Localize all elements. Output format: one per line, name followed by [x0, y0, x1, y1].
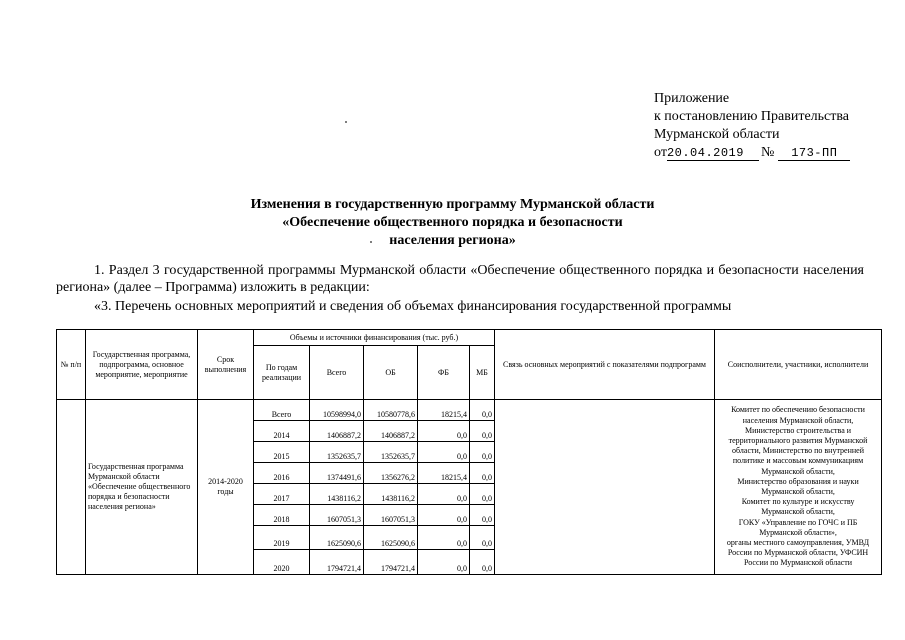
executor-line: Мурманской области, [761, 466, 835, 476]
ob-cell: 1352635,7 [364, 442, 418, 463]
mb-cell: 0,0 [470, 400, 495, 421]
total-cell: 1625090,6 [310, 526, 364, 550]
ob-cell: 1406887,2 [364, 421, 418, 442]
mb-cell: 0,0 [470, 442, 495, 463]
total-cell: 1352635,7 [310, 442, 364, 463]
fb-cell: 0,0 [418, 421, 470, 442]
appendix-date-line [654, 144, 850, 162]
appendix-block [654, 90, 850, 162]
fb-cell: 18215,4 [418, 463, 470, 484]
paragraph-2: «3. Перечень основных мероприятий и сведения об объемах финансирования государственной программы [94, 299, 732, 314]
title-line-3: населения региона» [389, 233, 516, 248]
ob-cell: 1607051,3 [364, 505, 418, 526]
header-funding: Объемы и источники финансирования (тыс. руб.) [254, 330, 495, 346]
year-cell: 2019 [254, 526, 310, 550]
year-cell: 2016 [254, 463, 310, 484]
row-num-cell [57, 400, 86, 575]
ob-cell: 1625090,6 [364, 526, 418, 550]
fb-cell: 0,0 [418, 505, 470, 526]
executor-line: ГОКУ «Управление по ГОЧС и ПБ [738, 517, 858, 527]
header-fb: ФБ [418, 346, 470, 400]
executor-line: Министерство строительства и [745, 425, 852, 435]
scan-speck [345, 121, 347, 123]
year-cell: Всего [254, 400, 310, 421]
fb-cell: 18215,4 [418, 400, 470, 421]
year-cell: 2014 [254, 421, 310, 442]
mb-cell: 0,0 [470, 505, 495, 526]
program-name: Государственная программа Мурманской области «Обеспечение общественного порядка и безопасности населения региона» [86, 400, 198, 575]
appendix-line-3: Мурманской области [654, 127, 780, 142]
table-body [57, 400, 882, 575]
resolution-date: 20.04.2019 [667, 146, 759, 161]
executor-line: Комитет по культуре и искусству [741, 497, 855, 507]
year-cell: 2017 [254, 484, 310, 505]
title-line-2: «Обеспечение общественного порядка и безопасности [282, 215, 623, 230]
title-line-1: Изменения в государственную программу Мурманской области [250, 197, 655, 212]
header-num: № п/п [57, 330, 86, 400]
mb-cell: 0,0 [470, 550, 495, 575]
ob-cell: 1438116,2 [364, 484, 418, 505]
total-cell: 1374491,6 [310, 463, 364, 484]
total-cell: 1607051,3 [310, 505, 364, 526]
appendix-line-1: Приложение [654, 91, 730, 106]
fb-cell: 0,0 [418, 442, 470, 463]
fb-cell: 0,0 [418, 550, 470, 575]
mb-cell: 0,0 [470, 463, 495, 484]
executor-line: Мурманской области», [759, 527, 837, 537]
header-program: Государственная программа, подпрограмма, основное мероприятие, мероприятие [86, 330, 198, 400]
indicators-cell [495, 400, 715, 575]
executors-cell [715, 400, 882, 575]
scan-speck [370, 241, 372, 243]
mb-cell: 0,0 [470, 421, 495, 442]
total-cell: 10598994,0 [310, 400, 364, 421]
number-sign: № [760, 145, 775, 160]
fb-cell: 0,0 [418, 484, 470, 505]
executor-line: Министерство образования и науки [737, 476, 859, 486]
header-indicators: Связь основных мероприятий с показателями подпрограмм [495, 330, 715, 400]
executor-line: территориального развития Мурманской [728, 435, 868, 445]
year-cell: 2020 [254, 550, 310, 575]
mb-cell: 0,0 [470, 484, 495, 505]
mb-cell: 0,0 [470, 526, 495, 550]
executor-line: Комитет по обеспечению безопасности [731, 405, 865, 415]
year-cell: 2018 [254, 505, 310, 526]
header-mb: МБ [470, 346, 495, 400]
ob-cell: 10580778,6 [364, 400, 418, 421]
ob-cell: 1356276,2 [364, 463, 418, 484]
resolution-number: 173-ПП [778, 146, 850, 161]
header-by-years: По годам реализации [254, 346, 310, 400]
executor-line: России по Мурманской области [743, 558, 853, 568]
executor-line: Мурманской области, [761, 487, 835, 496]
header-total: Всего [310, 346, 364, 400]
program-period: 2014-2020 годы [198, 400, 254, 575]
header-ob: ОБ [364, 346, 418, 400]
appendix-line-2: к постановлению Правительства [654, 109, 850, 124]
paragraph-1: 1. Раздел 3 государственной программы Мурманской области «Обеспечение общественного порядка и безопасности населения региона» (далее – Программа) изложить в редакции: [56, 263, 864, 295]
year-cell: 2015 [254, 442, 310, 463]
total-cell: 1794721,4 [310, 550, 364, 575]
executor-line: населения Мурманской области, [742, 415, 854, 425]
ob-cell: 1794721,4 [364, 550, 418, 575]
document-title [0, 196, 905, 250]
executor-line: органы местного самоуправления, УМВД [726, 538, 870, 548]
header-executors: Соисполнители, участники, исполнители [715, 330, 882, 400]
fb-cell: 0,0 [418, 526, 470, 550]
total-cell: 1438116,2 [310, 484, 364, 505]
executor-line: Мурманской области, [761, 507, 835, 517]
executor-line: области, Министерство по внутренней [732, 446, 864, 456]
executor-line: России по Мурманской области, УФСИН [727, 548, 869, 558]
date-prefix: от [654, 145, 667, 160]
executor-line: политике и массовым коммуникациям [732, 456, 864, 466]
total-cell: 1406887,2 [310, 421, 364, 442]
table-row [57, 400, 882, 421]
header-period: Срок выполнения [198, 330, 254, 400]
program-table [56, 329, 882, 575]
